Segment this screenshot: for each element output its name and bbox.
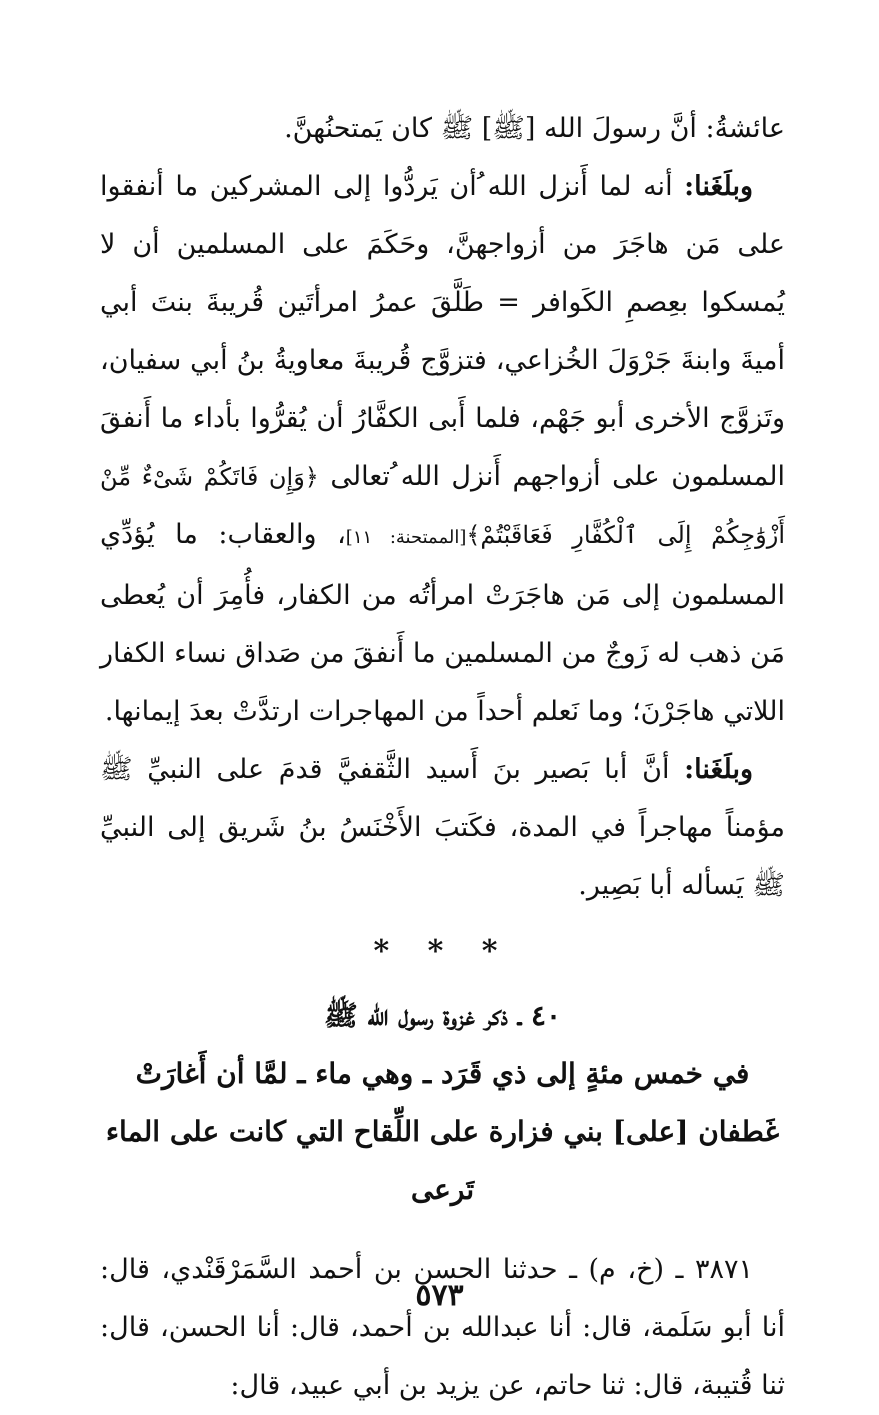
paragraph-text: ٣٨٧١ ـ (خ، م) ـ حدثنا الحسن بن أحمد السَّمَرْقَنْدي، قال: أنا أبو سَلَمة، قال: أنا عبدالله بن أحمد، قال: أنا الحسن، قال: ثنا قُتيبة، قال: ثنا حاتم، عن يزيد بن أبي عبيد، قال: [100, 1254, 785, 1401]
paragraph-balaghana-1 [100, 158, 785, 741]
paragraph-text: عائشةُ: أنَّ رسولَ الله [ﷺ] ﷺ كان يَمتحنُهنَّ. [284, 113, 785, 144]
verse-reference: [الممتحنة: ١١] [345, 527, 467, 548]
chapter-heading [100, 987, 785, 1219]
paragraph-lead: وبلَغَنا: [684, 754, 753, 785]
paragraph-balaghana-2 [100, 741, 785, 915]
heading-line-3: غَطفان [على] بني فزارة على اللِّقاح التي كانت على الماء تَرعى [105, 1115, 780, 1206]
paragraph-hadith-3871 [100, 1241, 785, 1415]
paragraph-text-continued: ، والعقاب: ما يُؤدِّي المسلمون إلى مَن هاجَرَتْ امرأتُه من الكفار، فأُمِرَ أن يُعطى مَن ذهب له زَوجٌ من المسلمين ما أَنفقَ من صَداق نساء الكفار اللاتي هاجَرْنَ؛ وما نَعلم أحداً من المهاجرات ارتدَّتْ بعدَ إيمانها. [100, 519, 785, 727]
paragraph-lead: وبلَغَنا: [684, 171, 753, 202]
paragraph-aisha [100, 100, 785, 158]
paragraph-text: أنَّ أبا بَصير بنَ أَسيد الثَّقفيَّ قدمَ على النبيِّ ﷺ مؤمناً مهاجراً في المدة، فكَتبَ الأَخْنَسُ بنُ شَريق إلى النبيِّ ﷺ يَسأله أبا بَصِير. [100, 754, 785, 901]
section-separator: * * * [373, 934, 512, 969]
paragraph-text: أنه لما أَنزل الله ُأن يَردُّوا إلى المشركين ما أنفقوا على مَن هاجَرَ من أزواجهنَّ، وحَكَمَ على المسلمين أن لا يُمسكوا بعِصمِ الكَوافر = طَلَّقَ عمرُ امرأتَين قُريبةَ بنتَ أبي أميةَ وابنةَ جَرْوَلَ الخُزاعي، فتزوَّج قُريبةَ معاويةُ بنُ أبي سفيان، وتَزوَّج الأخرى أبو جَهْم، فلما أَبى الكفَّارُ أن يُقرُّوا بأداء ما أَنفقَ المسلمون على أزواجهم أَنزل الله ُتعالى [100, 171, 786, 492]
page-number: ٥٧٣ [415, 1278, 464, 1313]
heading-line-1: ٤٠ ـ ذكر غزوة رسول الله ﷺ [323, 999, 562, 1032]
quran-verse: ﴿وَإِن فَاتَكُمْ شَىْءٌ مِّنْ أَزْوَٰجِكُمْ إِلَى ٱلْكُفَّارِ فَعَاقَبْتُمْ﴾ [100, 463, 785, 549]
heading-line-2: في خمس مئةٍ إلى ذي قَرَد ـ وهي ماء ـ لمَّا أن أَغارَتْ [135, 1057, 750, 1090]
